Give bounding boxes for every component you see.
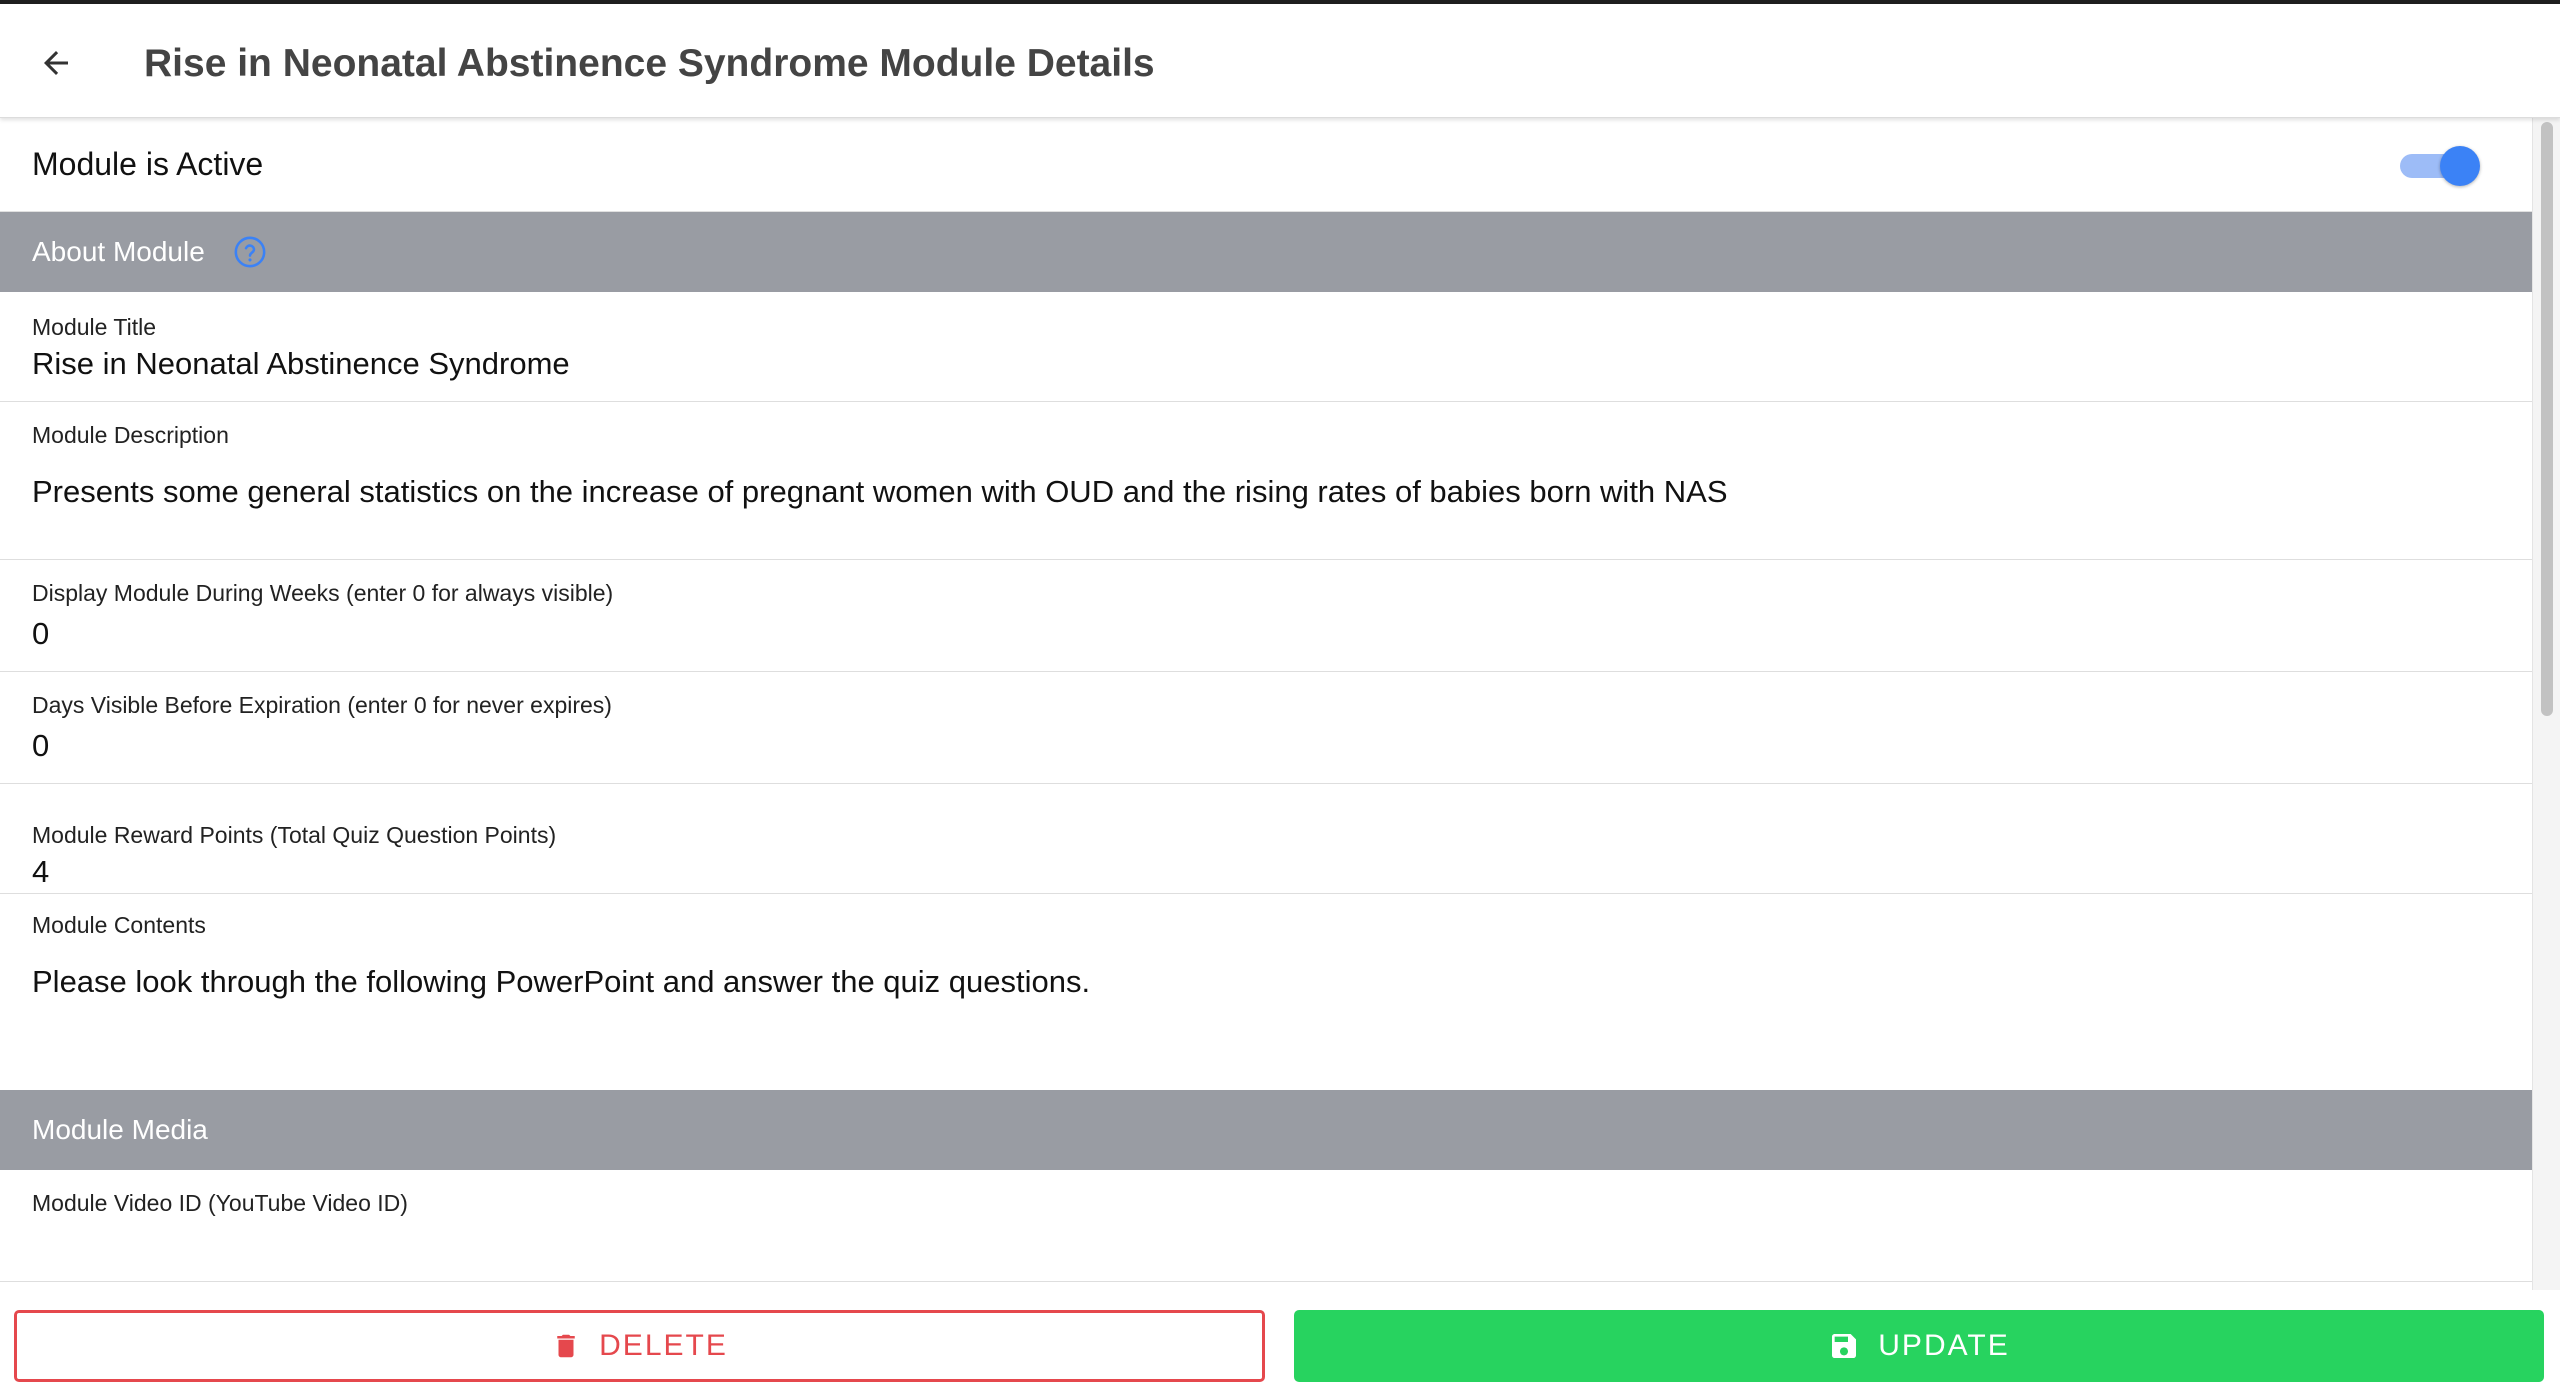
delete-button[interactable] bbox=[14, 1310, 1265, 1382]
action-footer bbox=[0, 1290, 2560, 1400]
video-id-field bbox=[0, 1170, 2532, 1282]
video-id-label: Module Video ID (YouTube Video ID) bbox=[32, 1190, 408, 1216]
toggle-knob bbox=[2440, 146, 2480, 186]
days-visible-input[interactable] bbox=[32, 726, 2492, 766]
module-active-label: Module is Active bbox=[32, 146, 264, 182]
module-contents-label: Module Contents bbox=[32, 912, 206, 938]
update-button-label: UPDATE bbox=[1878, 1329, 2010, 1362]
days-visible-label: Days Visible Before Expiration (enter 0 for never expires) bbox=[32, 692, 612, 718]
module-contents-input[interactable]: Please look through the following PowerPoint and answer the quiz questions. bbox=[32, 964, 1091, 999]
reward-points-field bbox=[0, 784, 2532, 894]
page-title: Rise in Neonatal Abstinence Syndrome Module Details bbox=[144, 42, 1155, 85]
page-header bbox=[0, 4, 2560, 118]
module-description-label: Module Description bbox=[32, 422, 229, 448]
module-media-section-header bbox=[0, 1090, 2532, 1170]
reward-points-input[interactable] bbox=[32, 852, 2492, 892]
scrollbar[interactable] bbox=[2532, 118, 2560, 1290]
delete-button-label: DELETE bbox=[599, 1329, 728, 1362]
trash-icon bbox=[551, 1330, 581, 1362]
module-description-field bbox=[0, 402, 2532, 560]
module-title-label: Module Title bbox=[32, 314, 157, 340]
display-weeks-field bbox=[0, 560, 2532, 672]
reward-points-label: Module Reward Points (Total Quiz Question Points) bbox=[32, 822, 557, 848]
module-active-toggle[interactable] bbox=[2400, 150, 2478, 182]
module-active-row bbox=[0, 118, 2532, 212]
video-id-input[interactable] bbox=[32, 1224, 2492, 1264]
about-module-section-title: About Module bbox=[32, 236, 205, 267]
days-visible-field bbox=[0, 672, 2532, 784]
module-description-input[interactable]: Presents some general statistics on the increase of pregnant women with OUD and the rising rates of babies born with NAS bbox=[32, 474, 1728, 509]
module-contents-field bbox=[0, 894, 2532, 1090]
about-module-section-header bbox=[0, 212, 2532, 292]
help-circle-icon[interactable] bbox=[233, 235, 267, 269]
save-icon bbox=[1828, 1330, 1860, 1362]
display-weeks-input[interactable] bbox=[32, 614, 2492, 654]
display-weeks-label: Display Module During Weeks (enter 0 for always visible) bbox=[32, 580, 614, 606]
back-button[interactable] bbox=[30, 37, 82, 89]
module-title-field bbox=[0, 292, 2532, 402]
module-details-form bbox=[0, 118, 2532, 1290]
module-media-section-title: Module Media bbox=[32, 1114, 208, 1145]
module-title-input[interactable] bbox=[32, 344, 2492, 384]
arrow-left-icon bbox=[38, 45, 74, 81]
update-button[interactable] bbox=[1294, 1310, 2544, 1382]
scrollbar-thumb[interactable] bbox=[2541, 122, 2553, 716]
